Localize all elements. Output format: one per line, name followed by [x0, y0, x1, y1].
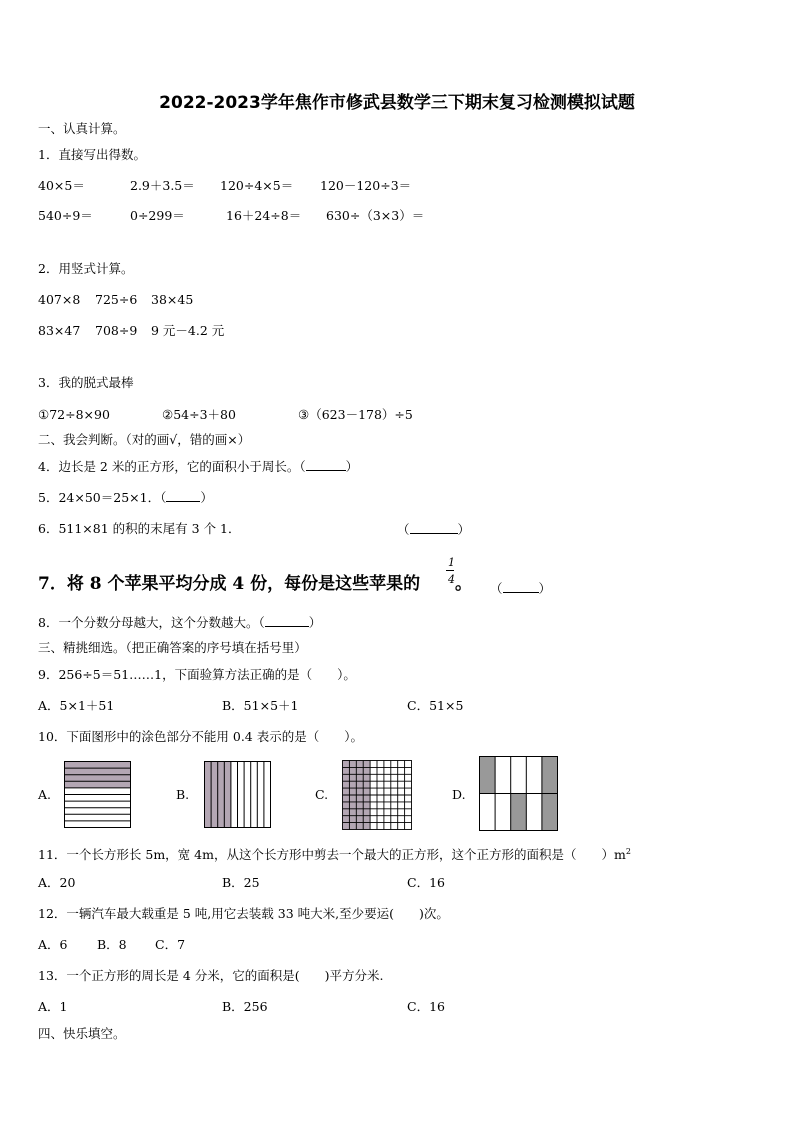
question-8 — [38, 614, 321, 631]
q11-option[interactable]: C．16 — [407, 875, 445, 890]
question-5 — [38, 489, 213, 506]
q9-option[interactable]: C．51×5 — [407, 698, 464, 713]
q10-option-label[interactable]: B. — [176, 787, 190, 802]
figure-d-two-row-grid[interactable] — [479, 756, 558, 832]
fraction-denominator: 4 — [448, 573, 455, 586]
question-6: 6．511×81 的积的末尾有 3 个 1． — [38, 521, 241, 536]
q10-option-label[interactable]: A. — [38, 787, 52, 802]
q1-item: 540÷9＝ — [38, 208, 93, 223]
q11-text: 11．一个长方形长 5m，宽 4m，从这个长方形中剪去一个最大的正方形，这个正方形的面积是（ ）m — [38, 847, 626, 863]
q8-text: 8．一个分数分母越大，这个分数越大。（ — [38, 615, 265, 630]
q4-text: 4．边长是 2 米的正方形，它的面积小于周长。（ — [38, 459, 306, 474]
answer-blank[interactable] — [166, 489, 200, 502]
section-1-heading: 一、认真计算。 — [38, 121, 126, 136]
question-7: 7．将 8 个苹果平均分成 4 份，每份是这些苹果的 — [38, 574, 421, 594]
q12-option[interactable]: A．6 — [38, 937, 68, 952]
q2-item: 725÷6 — [95, 292, 138, 307]
q13-option[interactable]: C．16 — [407, 999, 445, 1014]
q2-item: 708÷9 — [95, 323, 138, 338]
superscript: 2 — [625, 847, 631, 856]
q1-item: 16＋24÷8＝ — [226, 208, 302, 223]
q6-answer — [397, 521, 470, 538]
answer-blank[interactable] — [306, 458, 346, 471]
close-paren: ） — [345, 459, 359, 474]
section-4-heading: 四、快乐填空。 — [38, 1026, 126, 1041]
answer-blank[interactable] — [265, 614, 309, 627]
q2-item: 38×45 — [151, 292, 194, 307]
q3-item: ②54÷3＋80 — [162, 407, 236, 422]
open-paren: （ — [490, 581, 503, 596]
question-2: 2．用竖式计算。 — [38, 261, 134, 276]
q12-option[interactable]: B．8 — [97, 937, 127, 952]
open-paren: （ — [397, 522, 410, 537]
q1-item: 120－120÷3＝ — [320, 178, 412, 193]
answer-blank[interactable] — [503, 580, 539, 593]
q9-option[interactable]: A．5×1＋51 — [38, 698, 115, 713]
question-1: 1．直接写出得数。 — [38, 147, 146, 162]
q13-option[interactable]: A．1 — [38, 999, 68, 1014]
figure-c-grid[interactable] — [342, 760, 412, 830]
q10-option-label[interactable]: D. — [452, 787, 466, 802]
question-12: 12．一辆汽车最大载重是 5 吨,用它去装载 33 吨大米,至少要运( )次。 — [38, 906, 449, 921]
q2-item: 9 元－4.2 元 — [151, 323, 225, 338]
q7-answer — [490, 580, 551, 597]
figure-b-vertical-stripes[interactable] — [204, 761, 272, 829]
question-4 — [38, 458, 358, 475]
q5-text: 5．24×50＝25×1．（ — [38, 490, 167, 505]
q2-item: 407×8 — [38, 292, 81, 307]
q1-item: 2.9＋3.5＝ — [130, 178, 195, 193]
q11-option[interactable]: B．25 — [222, 875, 260, 890]
q9-option[interactable]: B．51×5＋1 — [222, 698, 299, 713]
q10-option-label[interactable]: C. — [315, 787, 329, 802]
q1-item: 0÷299＝ — [130, 208, 185, 223]
fraction-numerator: 1 — [448, 556, 455, 569]
answer-blank[interactable] — [410, 521, 458, 534]
fraction-bar — [446, 570, 454, 571]
close-paren: ） — [308, 615, 322, 630]
q3-item: ①72÷8×90 — [38, 407, 110, 422]
question-9: 9．256÷5＝51……1，下面验算方法正确的是（ ）。 — [38, 667, 356, 682]
q7-end: 。 — [455, 574, 472, 594]
close-paren: ） — [457, 522, 471, 537]
question-13: 13．一个正方形的周长是 4 分米，它的面积是( )平方分米. — [38, 968, 384, 983]
q1-item: 120÷4×5＝ — [220, 178, 294, 193]
page-title: 2022-2023学年焦作市修武县数学三下期末复习检测模拟试题 — [159, 93, 635, 113]
q13-option[interactable]: B．256 — [222, 999, 268, 1014]
q12-option[interactable]: C．7 — [155, 937, 186, 952]
figure-a-horizontal-stripes[interactable] — [64, 761, 132, 829]
question-11 — [38, 844, 631, 863]
close-paren: ） — [538, 581, 552, 596]
q2-item: 83×47 — [38, 323, 81, 338]
section-2-heading: 二、我会判断。（对的画√，错的画×） — [38, 432, 251, 447]
question-3: 3．我的脱式最棒 — [38, 375, 134, 390]
q1-item: 40×5＝ — [38, 178, 85, 193]
close-paren: ） — [200, 490, 213, 505]
q3-item: ③（623－178）÷5 — [298, 407, 413, 422]
question-10: 10．下面图形中的涂色部分不能用 0.4 表示的是（ ）。 — [38, 729, 363, 744]
q1-item: 630÷（3×3）＝ — [326, 208, 425, 223]
q11-option[interactable]: A．20 — [38, 875, 76, 890]
section-3-heading: 三、精挑细选。（把正确答案的序号填在括号里） — [38, 640, 307, 655]
